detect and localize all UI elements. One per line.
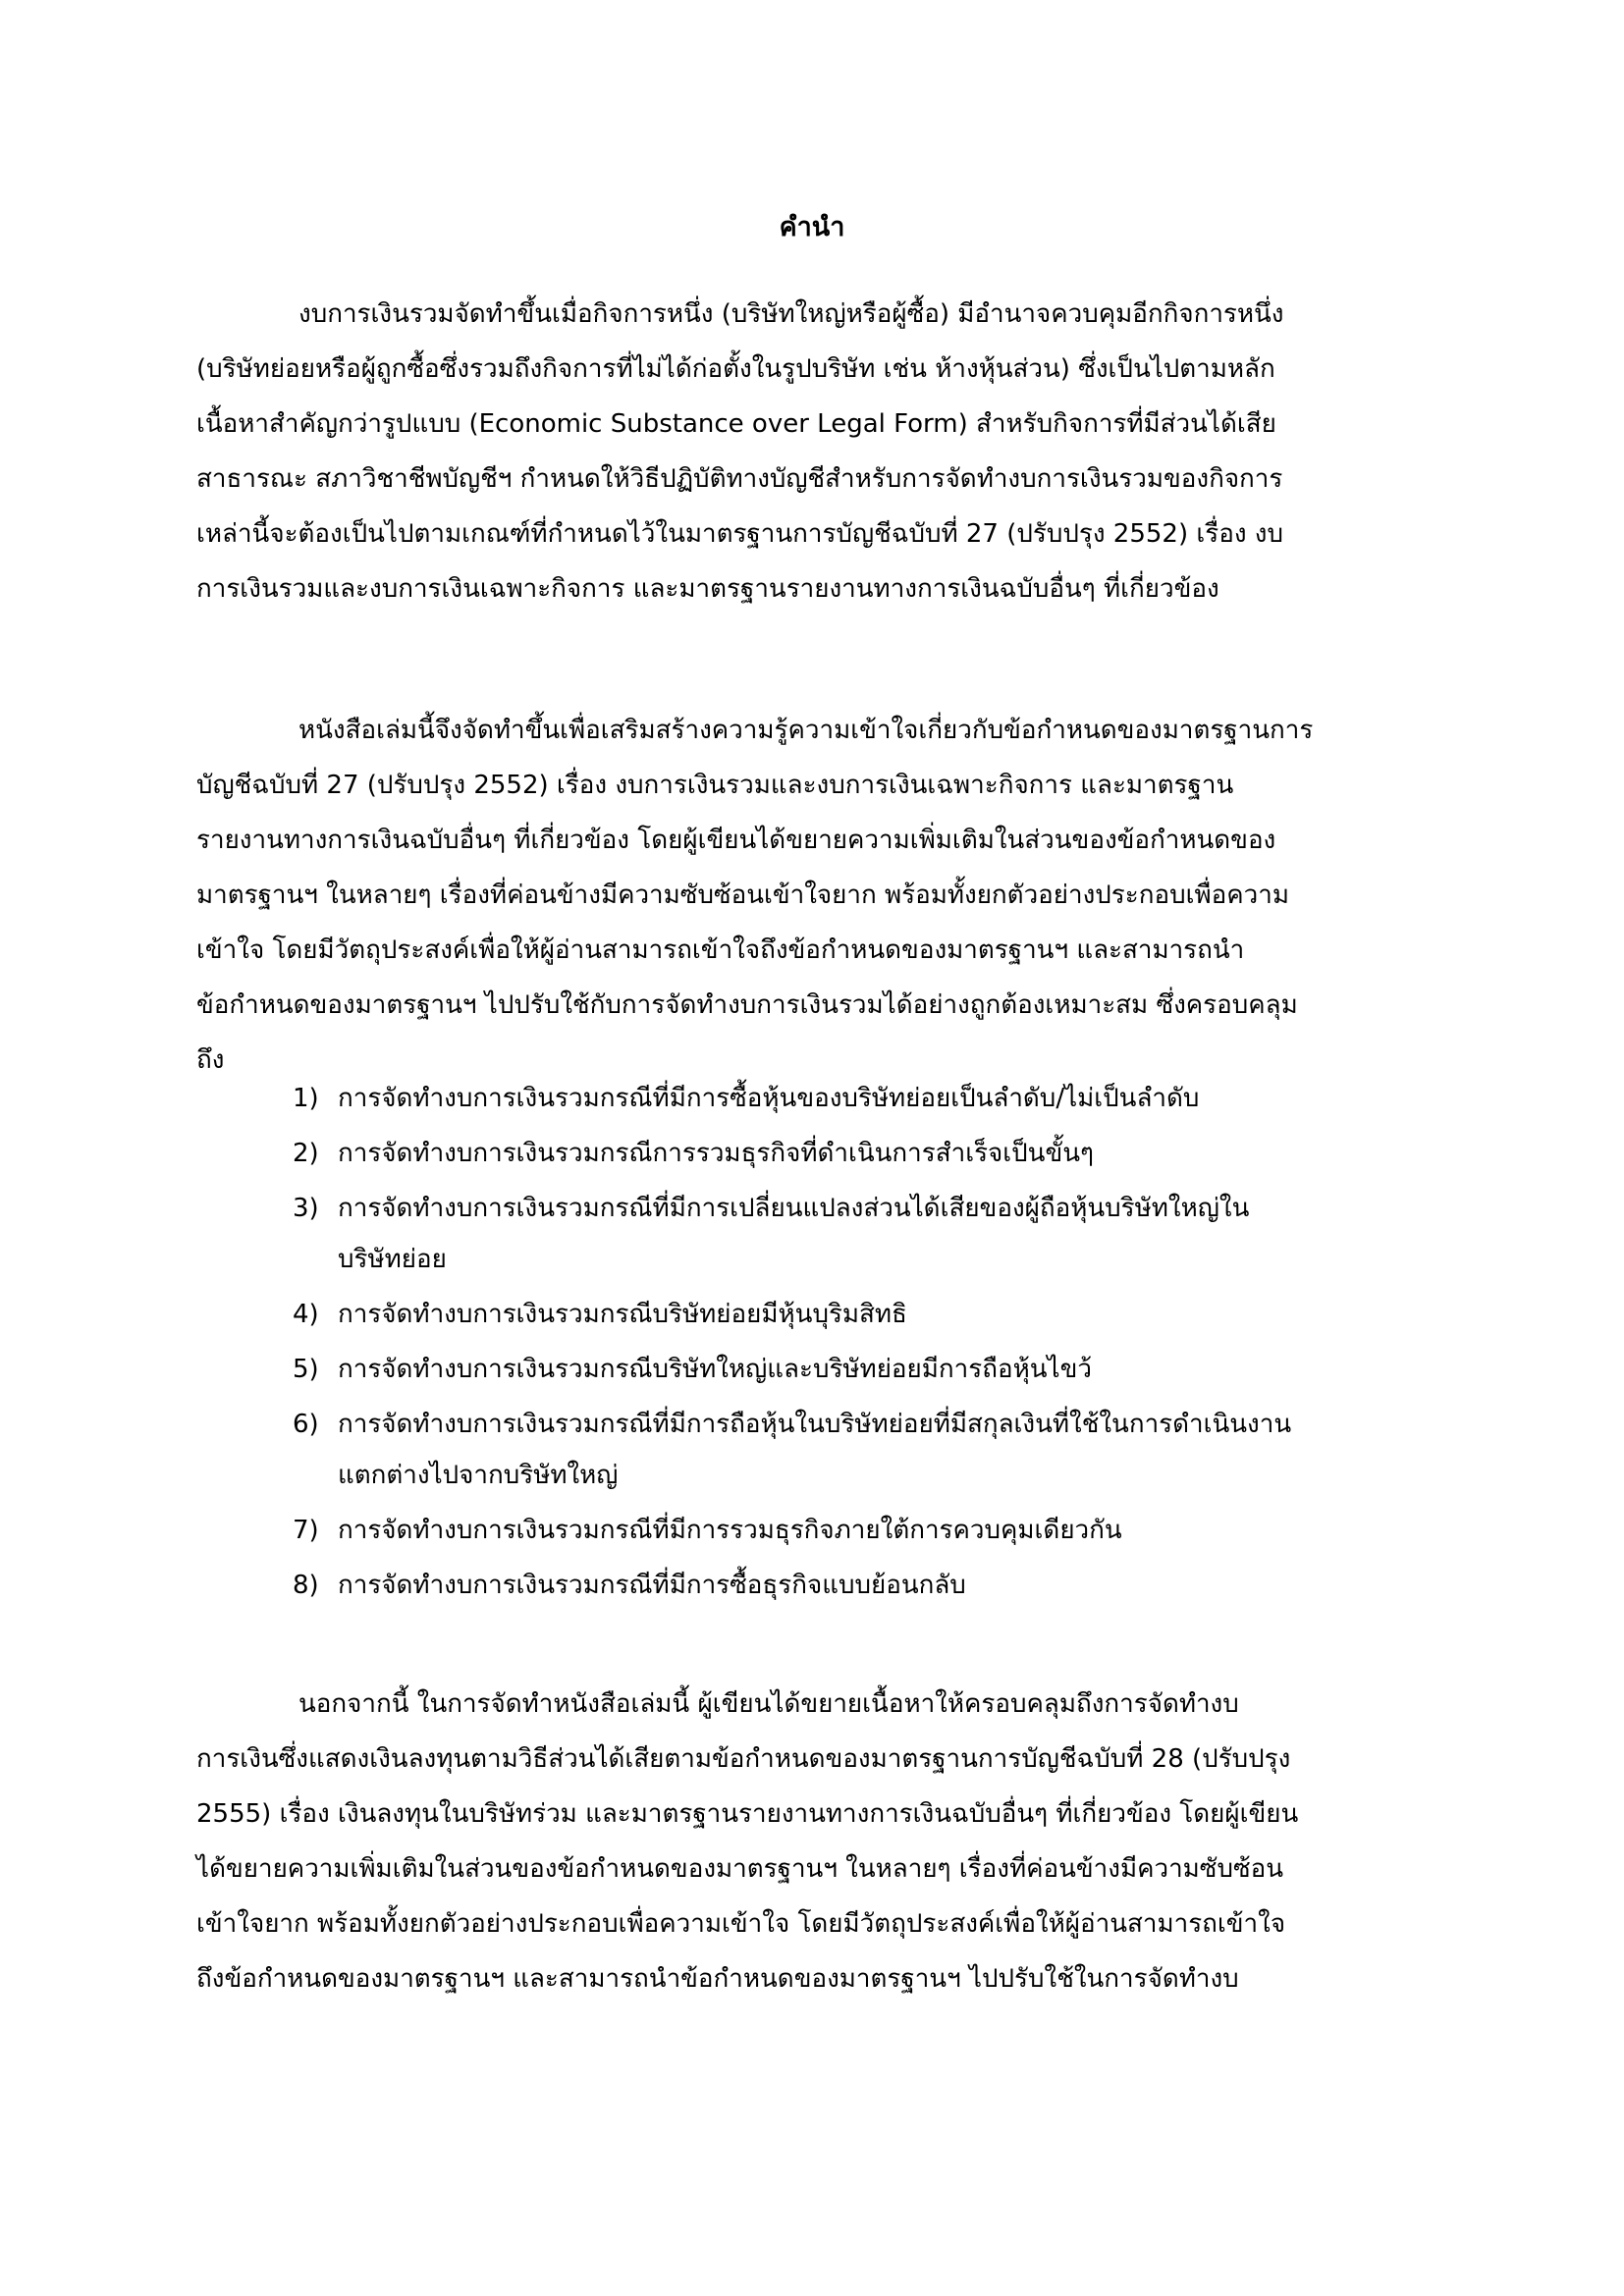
list-text-continued: แตกต่างไปจากบริษัทใหญ่	[338, 1461, 619, 1490]
list-item	[293, 1289, 1430, 1340]
text-line: (บริษัทย่อยหรือผู้ถูกซื้อซึ่งรวมถึงกิจการที่ไม่ได้ก่อตั้งในรูปบริษัท เช่น ห้างหุ้นส่วน) ซึ่งเป็นไปตามหลัก	[196, 354, 1275, 384]
list-text: การจัดทำงบการเงินรวมกรณีที่มีการเปลี่ยนแปลงส่วนได้เสียของผู้ถือหุ้นบริษัทใหญ่ใน	[338, 1194, 1250, 1223]
text-line: ถึง	[196, 1045, 225, 1075]
text-line: นอกจากนี้ ในการจัดทำหนังสือเล่มนี้ ผู้เขียนได้ขยายเนื้อหาให้ครอบคลุมถึงการจัดทำงบ	[298, 1689, 1239, 1719]
list-number: 5)	[293, 1355, 319, 1384]
list-item	[293, 1183, 1430, 1285]
text-line: เข้าใจ โดยมีวัตถุประสงค์เพื่อให้ผู้อ่านสามารถเข้าใจถึงข้อกำหนดของมาตรฐานฯ และสามารถนำ	[196, 935, 1245, 965]
list-item	[293, 1073, 1430, 1124]
list-text: การจัดทำงบการเงินรวมกรณีที่มีการรวมธุรกิจภายใต้การควบคุมเดียวกัน	[338, 1516, 1122, 1545]
text-line: เข้าใจยาก พร้อมทั้งยกตัวอย่างประกอบเพื่อความเข้าใจ โดยมีวัตถุประสงค์เพื่อให้ผู้อ่านสามารถเข้าใจ	[196, 1909, 1286, 1939]
paragraph-additional	[196, 1677, 1430, 2006]
list-text: การจัดทำงบการเงินรวมกรณีบริษัทย่อยมีหุ้นบุริมสิทธิ	[338, 1300, 907, 1329]
text-line: มาตรฐานฯ ในหลายๆ เรื่องที่ค่อนข้างมีความซับซ้อนเข้าใจยาก พร้อมทั้งยกตัวอย่างประกอบเพื่อความ	[196, 881, 1289, 910]
list-text: การจัดทำงบการเงินรวมกรณีการรวมธุรกิจที่ดำเนินการสำเร็จเป็นขั้นๆ	[338, 1139, 1094, 1168]
list-number: 1)	[293, 1084, 319, 1113]
list-number: 3)	[293, 1194, 319, 1223]
list-text-continued: บริษัทย่อย	[338, 1245, 447, 1274]
list-text-block	[338, 1399, 1430, 1501]
list-number: 4)	[293, 1300, 319, 1329]
list-text: การจัดทำงบการเงินรวมกรณีที่มีการซื้อหุ้นของบริษัทย่อยเป็นลำดับ/ไม่เป็นลำดับ	[338, 1084, 1200, 1113]
list-number: 2)	[293, 1139, 319, 1168]
list-text: การจัดทำงบการเงินรวมกรณีที่มีการถือหุ้นในบริษัทย่อยที่มีสกุลเงินที่ใช้ในการดำเนินงาน	[338, 1410, 1292, 1439]
text-line: ได้ขยายความเพิ่มเติมในส่วนของข้อกำหนดของมาตรฐานฯ ในหลายๆ เรื่องที่ค่อนข้างมีความซับซ้อน	[196, 1854, 1283, 1884]
list-item	[293, 1505, 1430, 1556]
text-line: การเงินรวมและงบการเงินเฉพาะกิจการ และมาตรฐานรายงานทางการเงินฉบับอื่นๆ ที่เกี่ยวข้อง	[196, 574, 1219, 604]
paragraph-purpose	[196, 703, 1430, 1088]
list-item	[293, 1399, 1430, 1501]
text-line: เนื้อหาสำคัญกว่ารูปแบบ (Economic Substance over Legal Form) สำหรับกิจการที่มีส่วนได้เสีย	[196, 409, 1276, 439]
text-line: 2555) เรื่อง เงินลงทุนในบริษัทร่วม และมาตรฐานรายงานทางการเงินฉบับอื่นๆ ที่เกี่ยวข้อง โดยผู้เขียน	[196, 1799, 1299, 1829]
text-line: รายงานทางการเงินฉบับอื่นๆ ที่เกี่ยวข้อง โดยผู้เขียนได้ขยายความเพิ่มเติมในส่วนของข้อกำหนดของ	[196, 826, 1276, 855]
text-line: ถึงข้อกำหนดของมาตรฐานฯ และสามารถนำข้อกำหนดของมาตรฐานฯ ไปปรับใช้ในการจัดทำงบ	[196, 1964, 1239, 1994]
text-line: ข้อกำหนดของมาตรฐานฯ ไปปรับใช้กับการจัดทำงบการเงินรวมได้อย่างถูกต้องเหมาะสม ซึ่งครอบคลุม	[196, 990, 1298, 1020]
topic-list	[293, 1073, 1430, 1615]
list-text-block	[338, 1183, 1430, 1285]
list-number: 7)	[293, 1516, 319, 1545]
list-text: การจัดทำงบการเงินรวมกรณีที่มีการซื้อธุรกิจแบบย้อนกลับ	[338, 1571, 966, 1600]
text-line: สาธารณะ สภาวิชาชีพบัญชีฯ กำหนดให้วิธีปฏิบัติทางบัญชีสำหรับการจัดทำงบการเงินรวมของกิจการ	[196, 464, 1283, 494]
list-text: การจัดทำงบการเงินรวมกรณีบริษัทใหญ่และบริษัทย่อยมีการถือหุ้นไขว้	[338, 1355, 1092, 1384]
page-title: คำนำ	[779, 212, 845, 242]
text-line: เหล่านี้จะต้องเป็นไปตามเกณฑ์ที่กำหนดไว้ในมาตรฐานการบัญชีฉบับที่ 27 (ปรับปรุง 2552) เรื่อง งบ	[196, 519, 1283, 549]
paragraph-intro	[196, 287, 1430, 616]
list-item	[293, 1560, 1430, 1611]
list-item	[293, 1344, 1430, 1395]
text-line: บัญชีฉบับที่ 27 (ปรับปรุง 2552) เรื่อง งบการเงินรวมและงบการเงินเฉพาะกิจการ และมาตรฐาน	[196, 771, 1234, 800]
text-line: งบการเงินรวมจัดทำขึ้นเมื่อกิจการหนึ่ง (บริษัทใหญ่หรือผู้ซื้อ) มีอำนาจควบคุมอีกกิจการหนึ่ง	[298, 299, 1284, 329]
list-item	[293, 1128, 1430, 1179]
list-number: 8)	[293, 1571, 319, 1600]
text-line: หนังสือเล่มนี้จึงจัดทำขึ้นเพื่อเสริมสร้างความรู้ความเข้าใจเกี่ยวกับข้อกำหนดของมาตรฐานการ	[298, 716, 1314, 745]
text-line: การเงินซึ่งแสดงเงินลงทุนตามวิธีส่วนได้เสียตามข้อกำหนดของมาตรฐานการบัญชีฉบับที่ 28 (ปรับปรุง	[196, 1744, 1291, 1774]
list-number: 6)	[293, 1410, 319, 1439]
